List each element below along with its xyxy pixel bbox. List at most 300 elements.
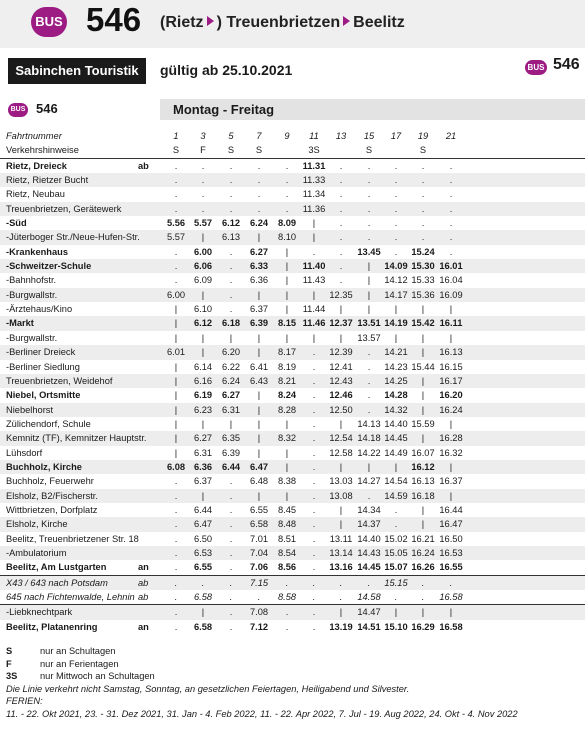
time-cell: 14.13: [357, 418, 381, 429]
time-cell: .: [201, 175, 205, 186]
time-cell: 6.00: [166, 289, 186, 300]
time-cell: 16.01: [439, 261, 463, 272]
time-cell: .: [174, 562, 178, 573]
time-cell: 16.21: [411, 533, 435, 544]
time-cell: |: [174, 375, 178, 386]
time-cell: .: [339, 592, 343, 602]
time-cell: 16.09: [439, 289, 463, 300]
trip-number: 17: [390, 131, 402, 141]
time-cell: |: [339, 504, 343, 515]
time-cell: .: [367, 160, 371, 171]
time-cell: .: [312, 404, 316, 415]
time-cell: 6.43: [249, 375, 269, 386]
trip-number: 5: [228, 131, 234, 141]
time-cell: |: [257, 347, 261, 358]
time-cell: .: [367, 203, 371, 214]
time-cell: 16.47: [439, 519, 463, 530]
time-cell: |: [421, 347, 425, 358]
table-row: [0, 316, 585, 330]
time-cell: .: [339, 232, 343, 243]
time-cell: 14.47: [357, 607, 381, 618]
time-cell: |: [285, 275, 289, 286]
time-cell: 6.13: [221, 232, 241, 243]
time-cell: .: [394, 246, 398, 257]
stop-name: -Schweitzer-Schule: [6, 261, 92, 272]
time-cell: .: [229, 562, 233, 573]
time-cell: .: [312, 447, 316, 458]
time-cell: 6.22: [221, 361, 241, 372]
hint-code: S: [227, 145, 235, 156]
table-row: [0, 417, 585, 431]
time-cell: 15.07: [384, 562, 408, 573]
time-cell: |: [367, 261, 371, 272]
time-cell: 16.07: [411, 447, 435, 458]
time-cell: 15.36: [411, 289, 435, 300]
stop-name: -Burgwallstr.: [6, 332, 58, 343]
time-cell: 11.44: [302, 304, 326, 315]
table-row: [0, 560, 585, 574]
time-cell: 6.18: [221, 318, 241, 329]
time-cell: .: [174, 160, 178, 171]
time-cell: 6.53: [193, 547, 213, 558]
table-row: [0, 532, 585, 546]
table-row: [0, 345, 585, 359]
route-title-part: ): [216, 14, 222, 31]
table-row: [0, 159, 585, 173]
time-cell: |: [421, 433, 425, 444]
time-cell: 6.39: [221, 447, 241, 458]
time-cell: .: [449, 160, 453, 171]
time-cell: |: [421, 332, 425, 343]
time-cell: .: [285, 577, 289, 588]
time-cell: 14.59: [384, 490, 408, 501]
time-cell: .: [367, 390, 371, 401]
stop-name: Wittbrietzen, Dorfplatz: [6, 504, 98, 515]
time-cell: 16.24: [411, 547, 435, 558]
time-cell: .: [421, 592, 425, 602]
time-cell: .: [257, 592, 261, 602]
time-cell: 8.21: [277, 375, 297, 386]
hint-row: [0, 143, 585, 158]
time-cell: 16.11: [439, 318, 463, 329]
time-cell: .: [201, 577, 205, 588]
time-cell: |: [174, 390, 178, 401]
legend-text: nur Mittwoch an Schultagen: [40, 671, 155, 681]
time-cell: .: [174, 607, 178, 618]
time-cell: 14.21: [384, 347, 408, 358]
trip-number: 9: [284, 131, 290, 141]
time-cell: .: [229, 304, 233, 315]
time-cell: 6.44: [193, 504, 213, 515]
time-cell: 8.56: [277, 562, 297, 573]
table-row: [0, 288, 585, 302]
time-cell: 14.23: [384, 361, 408, 372]
time-cell: .: [339, 189, 343, 200]
time-cell: |: [174, 404, 178, 415]
table-row: [0, 230, 585, 244]
table-row: [0, 202, 585, 216]
time-cell: .: [394, 504, 398, 515]
stop-name: Beelitz, Platanenring: [6, 621, 98, 632]
time-cell: 8.32: [277, 433, 297, 444]
time-cell: 11.34: [302, 189, 326, 200]
time-cell: .: [367, 361, 371, 372]
time-cell: |: [229, 418, 233, 429]
table-row: [0, 245, 585, 259]
time-cell: .: [312, 246, 316, 257]
time-cell: 14.45: [384, 433, 408, 444]
time-cell: 15.24: [411, 246, 435, 257]
time-cell: .: [174, 246, 178, 257]
route-number: 546: [86, 1, 142, 38]
table-row: [0, 546, 585, 560]
table-row: [0, 374, 585, 388]
stop-name: -Bahnhofstr.: [6, 275, 57, 286]
table-row: [0, 403, 585, 417]
time-cell: .: [201, 160, 205, 171]
legend-item: [6, 658, 518, 671]
stop-name: X43 / 643 nach Potsdam: [6, 577, 108, 588]
bus-badge: BUS: [31, 7, 67, 37]
time-cell: |: [229, 332, 233, 343]
time-cell: .: [229, 203, 233, 214]
time-cell: 11.31: [302, 160, 326, 171]
time-cell: 13.19: [329, 621, 353, 632]
time-cell: |: [394, 304, 398, 315]
time-cell: .: [421, 218, 425, 229]
time-cell: 16.37: [439, 476, 463, 487]
time-cell: 6.09: [193, 275, 213, 286]
arrow-right-icon: [207, 16, 214, 26]
time-cell: 6.12: [193, 318, 213, 329]
time-cell: .: [174, 577, 178, 588]
time-cell: .: [421, 577, 425, 588]
trip-number: 21: [445, 131, 457, 141]
time-cell: |: [257, 332, 261, 343]
table-row: [0, 331, 585, 345]
time-cell: .: [367, 375, 371, 386]
time-cell: 15.30: [411, 261, 435, 272]
time-cell: 15.42: [411, 318, 435, 329]
time-cell: |: [339, 418, 343, 429]
time-cell: .: [367, 232, 371, 243]
stop-name: Treuenbrietzen, Weidehof: [6, 375, 113, 386]
time-cell: 7.08: [249, 607, 269, 618]
time-cell: .: [312, 433, 316, 444]
stop-name: Elsholz, B2/Fischerstr.: [6, 490, 98, 501]
time-cell: 6.00: [193, 246, 213, 257]
time-cell: .: [174, 175, 178, 186]
time-cell: 14.18: [357, 433, 381, 444]
time-cell: |: [339, 461, 343, 472]
table-row: [0, 302, 585, 316]
stop-name: Elsholz, Kirche: [6, 519, 68, 530]
time-cell: 6.39: [249, 318, 269, 329]
time-cell: .: [367, 347, 371, 358]
time-cell: 8.19: [277, 361, 297, 372]
arrival-departure-tag: an: [138, 621, 149, 632]
time-cell: 7.01: [249, 533, 269, 544]
time-cell: |: [257, 232, 261, 243]
stop-name: -Jüterboger Str./Neue-Hufen-Str.: [6, 232, 140, 243]
route-title: [160, 14, 405, 32]
trip-number: 11: [309, 131, 319, 141]
time-cell: |: [174, 304, 178, 315]
time-cell: .: [229, 504, 233, 515]
time-cell: |: [285, 461, 289, 472]
time-cell: 16.50: [439, 533, 463, 544]
time-cell: .: [229, 189, 233, 200]
time-cell: 14.09: [384, 261, 408, 272]
time-cell: |: [312, 232, 316, 243]
trip-number-label: Fahrtnummer: [6, 131, 62, 141]
time-cell: .: [339, 261, 343, 272]
time-cell: 6.36: [249, 275, 269, 286]
time-cell: |: [449, 490, 453, 501]
time-cell: |: [174, 318, 178, 329]
table-row: [0, 575, 585, 590]
time-cell: |: [339, 304, 343, 315]
time-cell: |: [394, 461, 398, 472]
time-cell: |: [449, 418, 453, 429]
time-cell: 12.39: [329, 347, 353, 358]
time-cell: .: [257, 160, 261, 171]
time-cell: 14.45: [357, 562, 381, 573]
time-cell: .: [312, 592, 316, 602]
time-cell: 6.36: [193, 461, 213, 472]
time-cell: .: [229, 175, 233, 186]
time-cell: 16.13: [411, 476, 435, 487]
route-number-small: 546: [553, 56, 580, 73]
time-cell: 6.20: [221, 347, 241, 358]
time-cell: 6.48: [249, 476, 269, 487]
time-cell: 14.58: [357, 592, 381, 602]
time-cell: 14.12: [384, 275, 408, 286]
time-cell: |: [174, 433, 178, 444]
time-cell: .: [367, 218, 371, 229]
time-cell: .: [312, 390, 316, 401]
time-cell: |: [201, 490, 205, 501]
trip-number: 1: [173, 131, 179, 141]
time-cell: .: [339, 577, 343, 588]
time-cell: 8.09: [277, 218, 297, 229]
time-cell: .: [339, 218, 343, 229]
time-cell: 6.10: [193, 304, 213, 315]
ferien-dates: 11. - 22. Okt 2021, 23. - 31. Dez 2021, 31. Jan - 4. Feb 2022, 11. - 22. Apr 2022, 7. Jul - 19. Aug 2022, 24. Okt - 4. Nov 2022: [6, 708, 518, 719]
time-cell: |: [394, 607, 398, 618]
time-cell: .: [201, 203, 205, 214]
legend-item: [6, 645, 518, 658]
time-cell: .: [229, 261, 233, 272]
legend-item: [6, 670, 518, 683]
hint-code: F: [200, 145, 206, 156]
route-title-part: Treuenbrietzen: [221, 14, 341, 31]
time-cell: 6.47: [193, 519, 213, 530]
time-cell: |: [285, 261, 289, 272]
time-cell: 16.24: [439, 404, 463, 415]
time-cell: 12.37: [329, 318, 353, 329]
time-cell: 11.33: [302, 175, 326, 186]
time-cell: .: [367, 189, 371, 200]
service-note: Die Linie verkehrt nicht Samstag, Sonntag, an gesetzlichen Feiertagen, Heiligabend und Silvester.: [6, 683, 410, 694]
time-cell: .: [174, 533, 178, 544]
time-cell: |: [257, 447, 261, 458]
time-cell: 8.24: [277, 390, 297, 401]
time-cell: 11.43: [302, 275, 326, 286]
time-cell: 15.15: [384, 577, 408, 588]
time-cell: 7.12: [249, 621, 269, 632]
table-row: [0, 187, 585, 201]
time-cell: .: [312, 476, 316, 487]
time-cell: |: [201, 347, 205, 358]
time-cell: |: [312, 332, 316, 343]
time-cell: 5.57: [166, 232, 186, 243]
time-cell: 13.08: [329, 490, 353, 501]
time-cell: 12.58: [329, 447, 353, 458]
time-cell: 6.12: [221, 218, 241, 229]
time-cell: 16.44: [439, 504, 463, 515]
time-cell: .: [339, 175, 343, 186]
time-cell: |: [285, 332, 289, 343]
time-cell: .: [339, 160, 343, 171]
trip-number: 13: [335, 131, 347, 141]
time-cell: .: [174, 592, 178, 602]
time-cell: .: [394, 232, 398, 243]
time-cell: 13.03: [329, 476, 353, 487]
time-cell: |: [285, 289, 289, 300]
table-row: [0, 517, 585, 531]
time-cell: 6.24: [221, 375, 241, 386]
time-cell: 16.12: [411, 461, 435, 472]
time-cell: 13.57: [357, 332, 381, 343]
time-cell: |: [285, 490, 289, 501]
time-cell: .: [312, 607, 316, 618]
time-cell: |: [285, 246, 289, 257]
time-cell: .: [312, 533, 316, 544]
time-cell: 6.31: [193, 447, 213, 458]
time-cell: 6.27: [221, 390, 241, 401]
time-cell: |: [201, 332, 205, 343]
time-cell: .: [229, 289, 233, 300]
time-cell: 8.17: [277, 347, 297, 358]
time-cell: |: [201, 607, 205, 618]
time-cell: 6.55: [193, 562, 213, 573]
time-cell: 8.10: [277, 232, 297, 243]
time-cell: |: [394, 332, 398, 343]
stop-name: Rietz, Neubau: [6, 189, 65, 200]
hint-code: S: [365, 145, 373, 156]
time-cell: .: [421, 160, 425, 171]
time-cell: 12.43: [329, 375, 353, 386]
time-cell: .: [174, 519, 178, 530]
time-cell: .: [312, 461, 316, 472]
stop-name: Niebelhorst: [6, 404, 54, 415]
time-cell: 8.45: [277, 504, 297, 515]
time-cell: |: [257, 418, 261, 429]
time-cell: 16.13: [439, 347, 463, 358]
legend: [6, 645, 518, 720]
time-cell: .: [367, 490, 371, 501]
time-cell: .: [229, 519, 233, 530]
time-cell: |: [257, 289, 261, 300]
time-cell: .: [229, 476, 233, 487]
time-cell: 16.53: [439, 547, 463, 558]
table-row: [0, 216, 585, 230]
legend-items: [6, 645, 518, 683]
time-cell: |: [449, 461, 453, 472]
legend-key: S: [6, 646, 13, 656]
table-row: [0, 388, 585, 402]
time-cell: .: [312, 361, 316, 372]
time-cell: 8.15: [277, 318, 297, 329]
table-row: [0, 259, 585, 273]
trip-number: 19: [417, 131, 429, 141]
time-cell: 5.56: [166, 218, 186, 229]
time-cell: .: [449, 175, 453, 186]
trip-number-row: [0, 129, 585, 143]
time-cell: 6.35: [221, 433, 241, 444]
time-cell: .: [229, 577, 233, 588]
time-cell: |: [174, 418, 178, 429]
stop-name: -Burgwallstr.: [6, 289, 58, 300]
time-cell: 16.55: [439, 562, 463, 573]
time-cell: 11.46: [302, 318, 326, 329]
table-row: [0, 431, 585, 445]
stop-name: Rietz, Rietzer Bucht: [6, 175, 89, 186]
time-cell: .: [367, 175, 371, 186]
time-cell: |: [449, 332, 453, 343]
time-cell: .: [449, 246, 453, 257]
time-cell: 15.02: [384, 533, 408, 544]
time-cell: 6.47: [249, 461, 269, 472]
stop-name: Kemnitz (TF), Kemnitzer Hauptstr.: [6, 433, 147, 444]
legend-key: F: [6, 658, 12, 669]
time-cell: 14.40: [357, 533, 381, 544]
time-cell: .: [449, 218, 453, 229]
time-cell: |: [257, 433, 261, 444]
table-row: [0, 489, 585, 503]
time-cell: .: [174, 189, 178, 200]
table-row: [0, 474, 585, 488]
time-cell: .: [394, 189, 398, 200]
time-cell: |: [174, 447, 178, 458]
time-cell: .: [312, 519, 316, 530]
arrival-departure-tag: an: [138, 562, 149, 573]
time-cell: |: [257, 404, 261, 415]
time-cell: 8.51: [277, 533, 297, 544]
time-cell: 6.58: [193, 621, 213, 632]
time-cell: .: [257, 189, 261, 200]
stop-name: Rietz, Dreieck: [6, 160, 67, 171]
hint-code: 3S: [308, 145, 320, 156]
stop-name: -Berliner Siedlung: [6, 361, 80, 372]
hint-code: S: [419, 145, 427, 156]
time-cell: 12.41: [329, 361, 353, 372]
time-cell: 6.58: [249, 519, 269, 530]
time-cell: 8.28: [277, 404, 297, 415]
ferien-label: FERIEN:: [6, 696, 43, 706]
time-cell: 13.11: [329, 533, 353, 544]
time-cell: 6.23: [193, 404, 213, 415]
time-cell: 15.10: [384, 621, 408, 632]
table-row: [0, 604, 585, 619]
time-cell: .: [394, 218, 398, 229]
time-cell: .: [174, 547, 178, 558]
time-cell: 12.50: [329, 404, 353, 415]
bus-badge-small: BUS: [525, 60, 547, 75]
time-cell: 14.22: [357, 447, 381, 458]
time-cell: 16.04: [439, 275, 463, 286]
